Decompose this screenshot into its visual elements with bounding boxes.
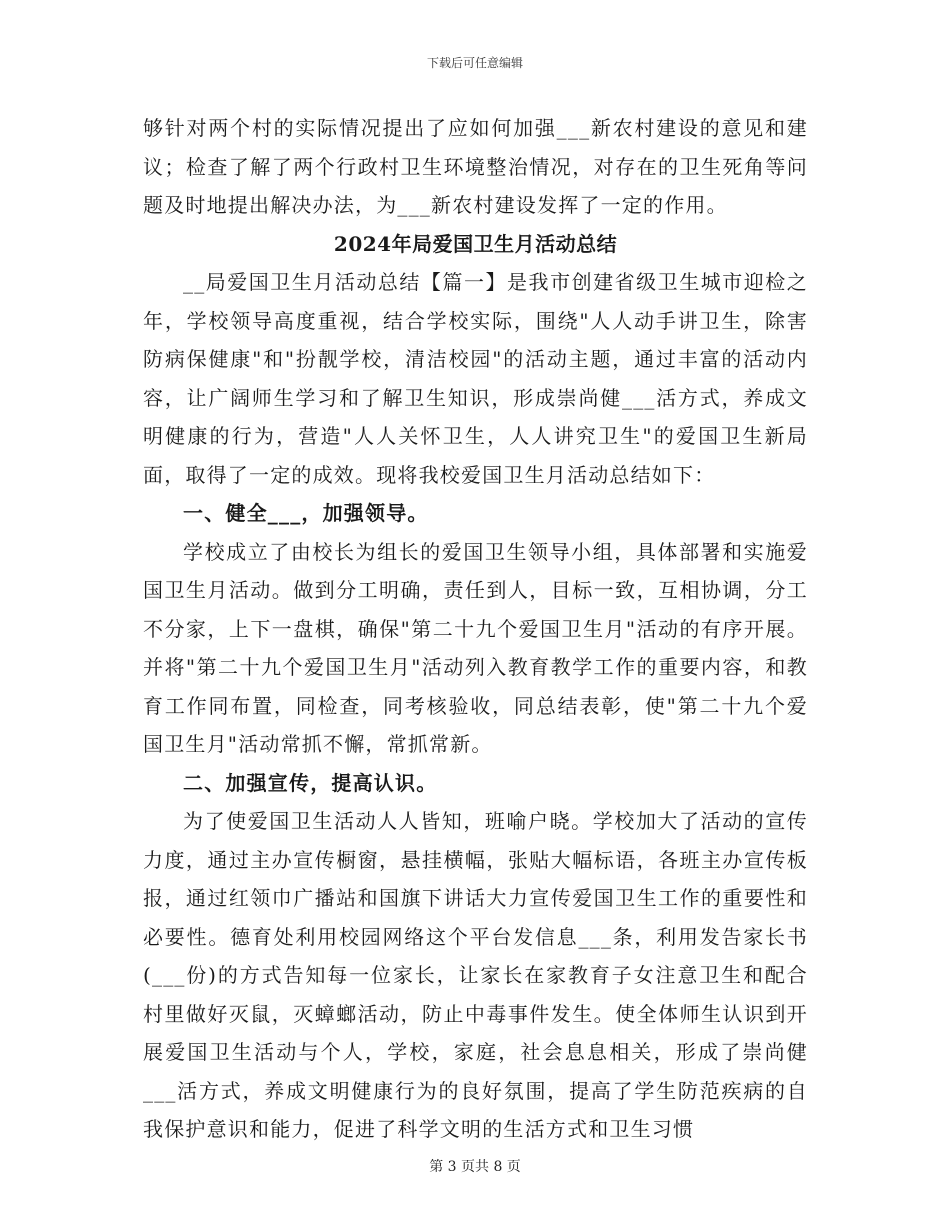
paragraph-publicity: 为了使爱国卫生活动人人皆知，班喻户晓。学校加大了活动的宣传力度，通过主办宣传橱窗，悬挂横幅，张贴大幅标语，各班主办宣传板报，通过红领巾广播站和国旗下讲话大力宣传爱国卫生工作的重要性和必要性。德育处利用校园网络这个平台发信息___条，利用发告家长书(___份)的方式告知每一位家长，让家长在家教育子女注意卫生和配合村里做好灭鼠，灭蟑螂活动，防止中毒事件发生。使全体师生认识到开展爱国卫生活动与个人，学校，家庭，社会息息相关，形成了崇尚健___活方式，养成文明健康行为的良好氛围，提高了学生防范疾病的自我保护意识和能力，促进了科学文明的生活方式和卫生习惯 [143, 809, 808, 1141]
document-title: 2024年局爱国卫生月活动总结 [333, 231, 618, 256]
header-note: 下载后可任意编辑 [426, 56, 523, 70]
document-body [143, 109, 808, 1149]
paragraph-overview: __局爱国卫生月活动总结【篇一】是我市创建省级卫生城市迎检之年，学校领导高度重视，结合学校实际，围绕"人人动手讲卫生，除害防病保健康"和"扮靓学校，清洁校园"的活动主题，通过丰富的活动内容，让广阔师生学习和了解卫生知识，形成崇尚健___活方式，养成文明健康的行为，营造"人人关怀卫生，人人讲究卫生"的爱国卫生新局面，取得了一定的成效。现将我校爱国卫生月活动总结如下： [143, 270, 808, 487]
paragraph-organization: 学校成立了由校长为组长的爱国卫生领导小组，具体部署和实施爱国卫生月活动。做到分工明确，责任到人，目标一致，互相协调，分工不分家，上下一盘棋，确保"第二十九个爱国卫生月"活动的有序开展。并将"第二十九个爱国卫生月"活动列入教育教学工作的重要内容，和教育工作同布置，同检查，同考核验收，同总结表彰，使"第二十九个爱国卫生月"活动常抓不懈，常抓常新。 [143, 539, 808, 756]
page-number: 第 3 页共 8 页 [429, 1159, 521, 1175]
intro-paragraph: 够针对两个村的实际情况提出了应如何加强___新农村建设的意见和建议；检查了解了两个行政村卫生环境整治情况，对存在的卫生死角等问题及时地提出解决办法，为___新农村建设发挥了一定的作用。 [143, 116, 808, 217]
section-heading-2: 二、加强宣传，提高认识。 [183, 770, 438, 795]
section-heading-1: 一、健全___，加强领导。 [183, 501, 429, 525]
